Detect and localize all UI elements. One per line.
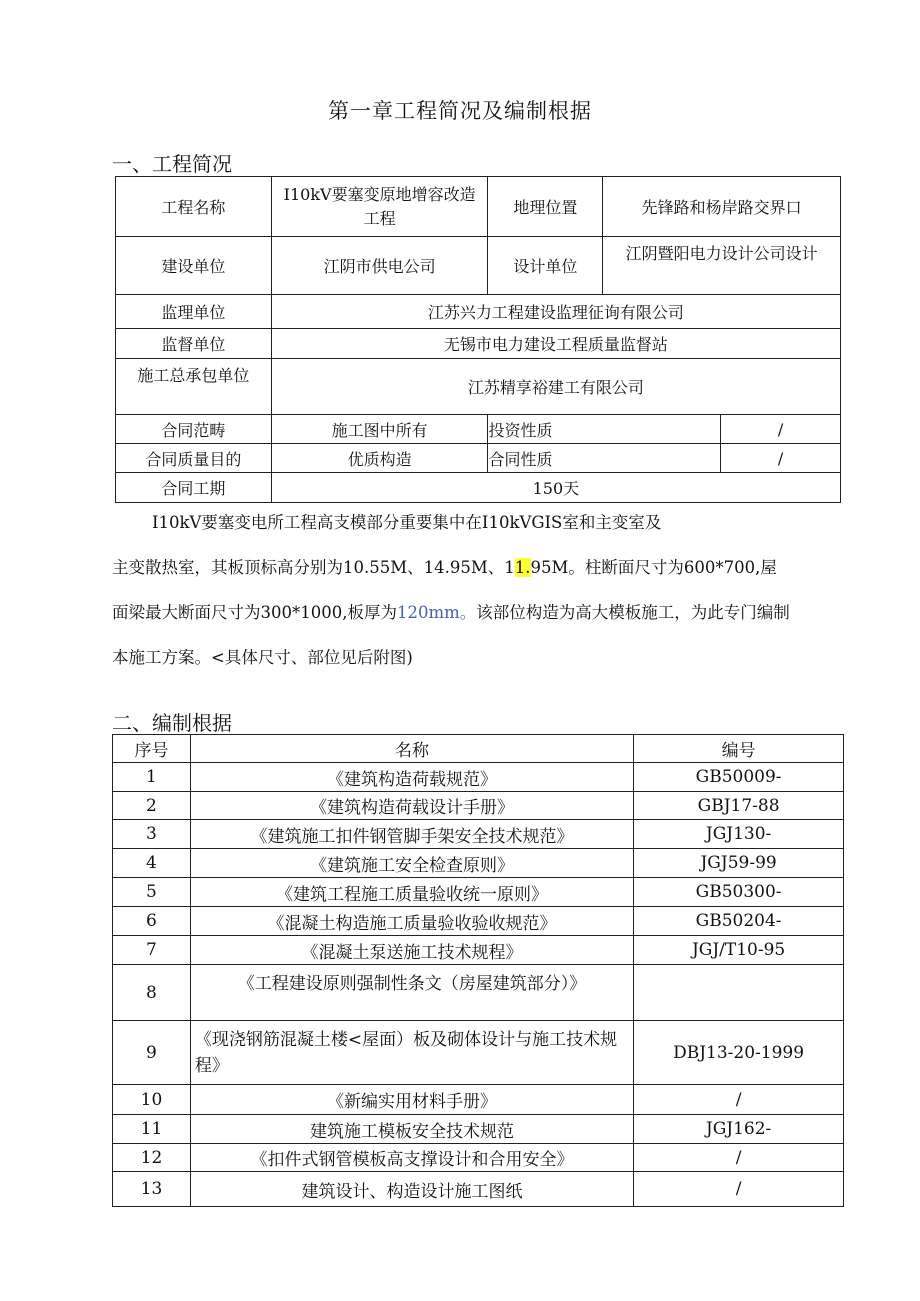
row-no: 12 <box>113 1144 191 1172</box>
row-code: GB50300- <box>634 878 844 907</box>
scope-label: 合同范畴 <box>116 415 272 444</box>
row-code: DBJ13-20-1999 <box>634 1021 844 1085</box>
table-row <box>113 792 844 820</box>
row-code: GB50009- <box>634 763 844 792</box>
period-value: 150天 <box>271 473 840 503</box>
row-no: 7 <box>113 936 191 965</box>
basis-table <box>112 734 844 1207</box>
paragraph-line-1: I10kV要塞变电所工程高支模部分重要集中在I10kVGIS室和主变室及 <box>152 513 662 532</box>
location-value: 先锋路和杨岸路交界口 <box>603 177 841 237</box>
row-name: 《建筑构造荷载设计手册》 <box>190 792 633 820</box>
row-code: / <box>634 1144 844 1172</box>
paragraph-line-3: 面梁最大断面尺寸为300*1000,板厚为120mm。该部位构造为高大模板施工，为此专门编制 <box>112 603 790 622</box>
inspector-value: 无锡市电力建设工程质量监督站 <box>271 329 840 359</box>
row-code: JGJ130- <box>634 820 844 849</box>
quality-value: 优质构造 <box>271 444 488 473</box>
contractor-value: 江苏精享裕建工有限公司 <box>271 359 840 415</box>
table-row <box>113 849 844 878</box>
builder-label: 建设单位 <box>116 237 272 295</box>
row-name: 《现浇钢筋混凝土楼<屋面）板及砌体设计与施工技术规程》 <box>190 1021 633 1085</box>
table-row <box>113 878 844 907</box>
row-name: 《工程建设原则强制性条文（房屋建筑部分）》 <box>190 965 633 1021</box>
table-row <box>113 1144 844 1172</box>
row-name: 《混凝土泵送施工技术规程》 <box>190 936 633 965</box>
paragraph-line-2: 主变散热室，其板顶标高分别为10.55M、14.95M、11.95M。柱断面尺寸为600*700,屋 <box>112 558 777 577</box>
table-row <box>113 907 844 936</box>
supervisor-label: 监理单位 <box>116 295 272 329</box>
row-code: JGJ/T10-95 <box>634 936 844 965</box>
designer-value: 江阴暨阳电力设计公司设计 <box>603 237 841 295</box>
row-no: 10 <box>113 1085 191 1115</box>
paragraph-line-4: 本施工方案。<具体尺寸、部位见后附图) <box>112 648 413 667</box>
contract-nature-label: 合同性质 <box>488 444 721 473</box>
contract-nature-value: / <box>721 444 841 473</box>
row-name: 《建筑工程施工质量验收统一原则》 <box>190 878 633 907</box>
row-no: 2 <box>113 792 191 820</box>
builder-value: 江阴市供电公司 <box>271 237 488 295</box>
row-code: / <box>634 1172 844 1207</box>
table-row <box>113 1172 844 1207</box>
row-name: 《建筑施工扣件钢管脚手架安全技术规范》 <box>190 820 633 849</box>
designer-label: 设计单位 <box>488 237 603 295</box>
contractor-label: 施工总承包单位 <box>116 359 272 415</box>
row-name: 《建筑构造荷载规范》 <box>190 763 633 792</box>
table-row <box>113 820 844 849</box>
blue-text: 120mm。 <box>396 603 477 622</box>
row-name: 《混凝土构造施工质量验收验收规范》 <box>190 907 633 936</box>
row-no: 8 <box>113 965 191 1021</box>
table-row <box>113 763 844 792</box>
header-code: 编号 <box>634 735 844 763</box>
header-no: 序号 <box>113 735 191 763</box>
section-heading-overview: 一、工程简况 <box>112 152 232 176</box>
table-row <box>113 1115 844 1144</box>
row-code: / <box>634 1085 844 1115</box>
row-no: 3 <box>113 820 191 849</box>
row-name: 《新编实用材料手册》 <box>190 1085 633 1115</box>
table-row <box>113 1021 844 1085</box>
section-heading-basis: 二、编制根据 <box>112 711 232 735</box>
highlighted-text: 1. <box>514 558 531 577</box>
investment-value: / <box>721 415 841 444</box>
row-code: GB50204- <box>634 907 844 936</box>
project-name-label: 工程名称 <box>116 177 272 237</box>
row-no: 4 <box>113 849 191 878</box>
row-code: GBJ17-88 <box>634 792 844 820</box>
investment-label: 投资性质 <box>488 415 721 444</box>
supervisor-value: 江苏兴力工程建设监理征询有限公司 <box>271 295 840 329</box>
row-no: 6 <box>113 907 191 936</box>
row-no: 11 <box>113 1115 191 1144</box>
row-no: 13 <box>113 1172 191 1207</box>
row-name: 建筑施工模板安全技术规范 <box>190 1115 633 1144</box>
period-label: 合同工期 <box>116 473 272 503</box>
row-no: 1 <box>113 763 191 792</box>
row-code <box>634 965 844 1021</box>
row-name: 建筑设计、构造设计施工图纸 <box>190 1172 633 1207</box>
row-name: 《建筑施工安全检查原则》 <box>190 849 633 878</box>
table-row <box>113 936 844 965</box>
row-code: JGJ59-99 <box>634 849 844 878</box>
row-no: 5 <box>113 878 191 907</box>
header-name: 名称 <box>190 735 633 763</box>
overview-table <box>115 176 841 503</box>
table-row <box>113 965 844 1021</box>
table-row <box>113 1085 844 1115</box>
inspector-label: 监督单位 <box>116 329 272 359</box>
quality-label: 合同质量目的 <box>116 444 272 473</box>
scope-value: 施工图中所有 <box>271 415 488 444</box>
row-no: 9 <box>113 1021 191 1085</box>
page-title: 第一章工程简况及编制根据 <box>328 99 592 123</box>
project-name-value: I10kV要塞变原地增容改造工程 <box>271 177 488 237</box>
row-name: 《扣件式钢管模板高支撑设计和合用安全》 <box>190 1144 633 1172</box>
overview-paragraph <box>112 500 847 680</box>
location-label: 地理位置 <box>488 177 603 237</box>
row-code: JGJ162- <box>634 1115 844 1144</box>
